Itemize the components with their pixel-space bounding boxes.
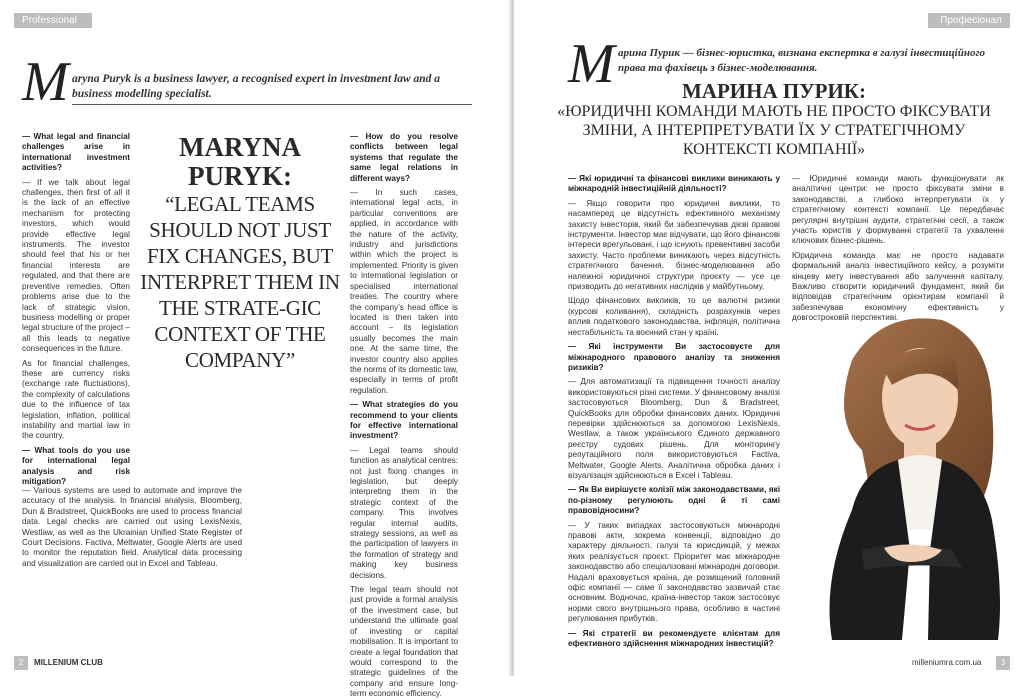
interview-question: — How do you resolve conflicts between legal systems that regulate the same legal relations in different ways? (350, 132, 458, 183)
interview-question: — Які стратегії ви рекомендуєте клієнтам для ефективного здійснення міжнародних інвестицій? (568, 628, 780, 649)
headline-quote: «ЮРИДИЧНІ КОМАНДИ МАЮТЬ НЕ ПРОСТО ФІКСУВАТИ ЗМІНИ, А ІНТЕРПРЕТУВАТИ ЇХ У СТРАТЕГІЧНОМУ КОНТЕКСТІ КОМПАНІЇ» (557, 103, 991, 158)
article-column-1 (568, 174, 780, 649)
article-paragraph: — Юридичні команди мають функціонувати як аналітичні центри: не просто фіксувати зміни в законодавстві, а глибоко інтерпретувати їх у стратегічному контексті компанії. Це передбачає регулярні внутрішні аудити, стратегічні сесії, а також участь юристів у формуванні стратегії та ухваленні ключових бізнес-рішень. (792, 174, 1004, 246)
interview-question: — Як Ви вирішуєте колізії між законодавствами, які по-різному регулюють одні й ті самі правовідносини? (568, 485, 780, 516)
section-tab: Професіонал (928, 13, 1010, 28)
headline-name-line-1: MARYNA (178, 132, 302, 162)
website-url: milleniumra.com.ua (912, 658, 982, 667)
headline-name-line-2: PURYK: (187, 161, 293, 191)
magazine-brand: MILLENIUM CLUB (34, 658, 103, 667)
interview-question: — Які юридичні та фінансові виклики виникають у міжнародній інвестиційній діяльності? (568, 174, 780, 194)
article-paragraph: The legal team should not just provide a formal analysis of the investment case, but understand the ultimate goal of investing or capital mobilisation. It is important to create a legal foundation that would correspond to the strategic guidelines of the company and ensure long-term economic efficiency. (350, 585, 458, 699)
drop-cap: M (568, 33, 615, 95)
drop-cap: M (22, 51, 69, 113)
article-paragraph: — If we talk about legal challenges, then first of all it is the lack of an effective mechanism for protecting investors, which would provide effective legal instruments. The investor should feel that his or her financial interests are regulated, and that there are preventive remedies. Often problems arise due to the lack of strategic vision, business modelling or proper legal structure of the project – all this leads to negative consequences in the future. (22, 177, 130, 354)
intro-text: aryna Puryk is a business lawyer, a recognised expert in investment law and a business modelling specialist. (72, 73, 441, 100)
article-column-1 (22, 132, 130, 486)
page-number: 2 (14, 656, 28, 670)
article-headline (140, 133, 340, 373)
article-paragraph: — Legal teams should function as analytical centres: not just fixing changes in legislation, but deeply interpreting them in the strategic context of the company. This involves regular internal audits, strategy sessions, as well as the participation of lawyers in the formation of strategy and making key business decisions. (350, 445, 458, 580)
article-paragraph: — Для автоматизації та підвищення точності аналізу використовуються різні системи. У фінансовому аналізі застосовуються Bloomberg, Dun & Bradstreet, QuickBooks для обробки фінансових даних. Юридичні перевірки здійснюються за допомогою LexisNexis, Westlaw, а також українського Єдиного державного реєстру судових рішень. Для моніторингу репутаційного поля використовуються Factiva, Meltwater, Google Alerts. Аналітична обробка даних і візуалізація здійснюються в Excel і Tableau. (568, 377, 780, 480)
article-paragraph: — Якщо говорити про юридичні виклики, то насамперед це відсутність ефективного механізму захисту інвесторів, який би забезпечував дієві правові інструменти. Інвестор має відчувати, що його фінансові інтереси врегульовані, і що існують превентивні засоби захисту. Часто проблеми виникають через відсутність стратегічного бачення, бізнес-моделювання або належної юридичної структури проєкту — усе це призводить до негативних наслідків у майбутньому. (568, 198, 780, 292)
left-page (0, 0, 510, 699)
headline-quote: “LEGAL TEAMS SHOULD NOT JUST FIX CHANGES, BUT INTERPRET THEM IN THE STRATE-GIC CONTEXT OF THE COMPANY” (140, 192, 340, 372)
interview-question: — What tools do you use for international legal analysis and risk mitigation? (22, 445, 130, 486)
article-paragraph: — Various systems are used to automate and improve the accuracy of the analysis. In financial analysis, Bloomberg, Dun & Bradstreet, QuickBooks are used to process financial data. Legal checks are carried out using LexisNexis, Westlaw, as well as the Ukrainian Unified State Register of Court Decisions. Factiva, Meltwater, Google Alerts are used to monitor the reputation field. Analytical data processing and visualization are carried out in Excel and Tableau. (22, 486, 242, 568)
intro-divider (72, 104, 472, 105)
article-paragraph: — In such cases, international legal acts, in particular conventions are applied, in accordance with the nature of the activity, industry and jurisdictions within which the project is implemented. Priority is given to international legislation or specialised international treaties. The country where the company’s head office is located is then taken into account – its legislation usually becomes the main one. At the same time, the investor country also applies the norms of its domestic law, especially in terms of profit regulation. (350, 188, 458, 395)
page-number: 3 (996, 656, 1010, 670)
article-column-2 (792, 174, 1004, 323)
interview-question: — What strategies do you recommend to your clients for effective international investment? (350, 400, 458, 441)
interview-question: — What legal and financial challenges arise in international investment activities? (22, 132, 130, 173)
article-paragraph: Щодо фінансових викликів, то це валютні ризики (курсові коливання), складність розрахунків через вплив податкового законодавства, інфляція, політична нестабільність та воєнний стан у країні. (568, 296, 780, 337)
section-tab: Professional (14, 13, 92, 28)
article-paragraph: As for financial challenges, these are currency risks (exchange rate fluctuations), the complexity of calculations due to the influence of tax legislation, inflation, political instability and martial law in the country. (22, 358, 130, 441)
right-page (514, 0, 1024, 676)
article-paragraph: — У таких випадках застосовуються міжнародні правові акти, зокрема конвенції, відповідно до характеру діяльності, галузі та юрисдикцій, у межах яких реалізується проєкт. Пріоритет має міжнародне законодавство або спеціалізовані міжнародні договори. Надалі враховується країна, де розміщений головний офіс компанії — саме її законодавство зазвичай стає основним. Водночас, країна-інвестор також застосовує норми свого внутрішнього права, особливо в частині регулювання прибутків. (568, 520, 780, 624)
interview-question: — Які інструменти Ви застосовуєте для міжнародного правового аналізу та зниження ризиків? (568, 342, 780, 372)
headline-name: МАРИНА ПУРИК: (681, 79, 867, 103)
portrait-photo (792, 300, 1024, 640)
article-headline (554, 80, 994, 159)
intro-text: арина Пурик — бізнес-юристка, визнана експертка в галузі інвестиційного права та фахівець з бізнес-моделювання. (618, 47, 986, 74)
article-paragraph: Юридична команда має не просто надавати формальний аналіз інвестиційного кейсу, а розуміти кінцеву мету інвестування або залучення капіталу. Важливо створити юридичний фундамент, який би відповідав стратегічним орієнтирам компанії й забезпечував економічну ефективність у довгостроковій перспективі. (792, 250, 1004, 323)
article-column-2 (22, 486, 242, 596)
article-column-3 (350, 132, 458, 699)
